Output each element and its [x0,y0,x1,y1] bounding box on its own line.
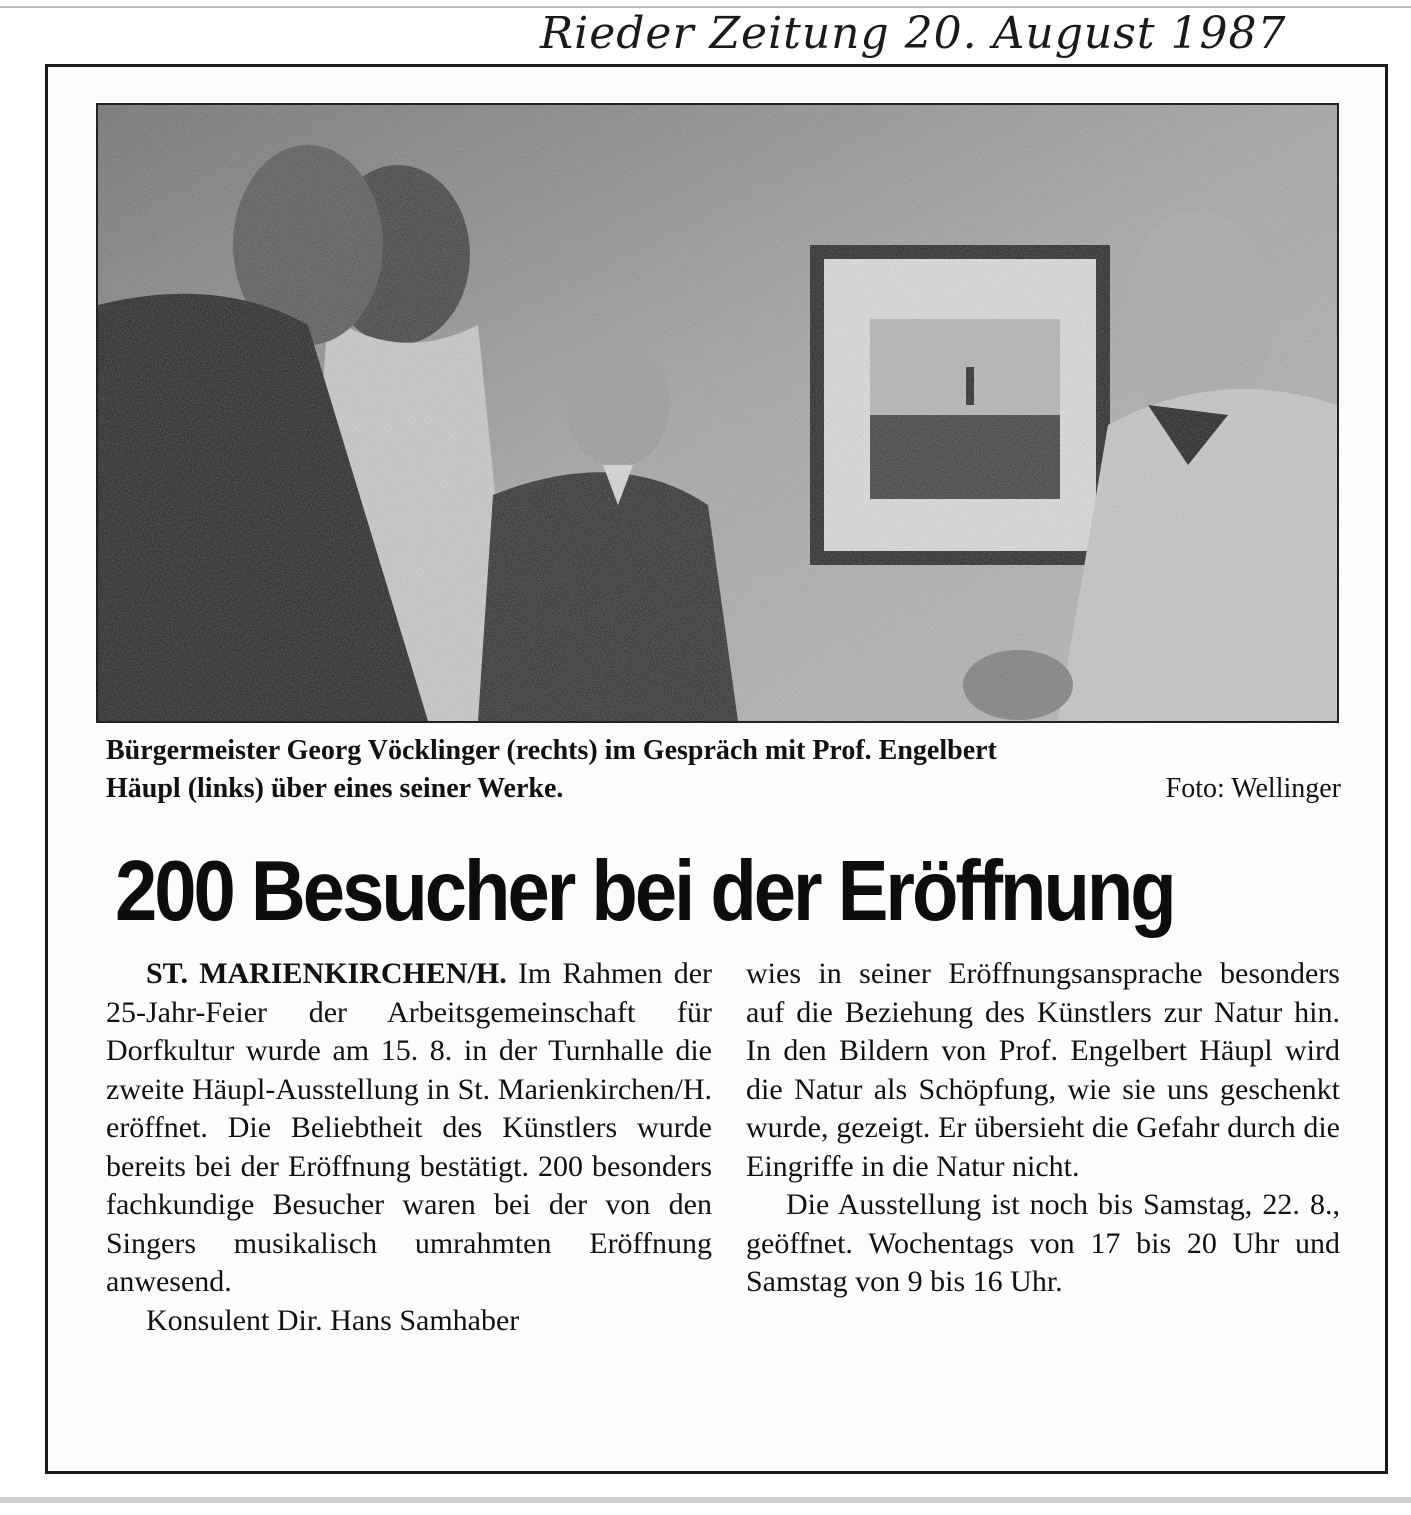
photo-caption-line-1: Bürgermeister Georg Vöcklinger (rechts) im Gespräch mit Prof. Engelbert [106,735,997,766]
article-photo [96,103,1339,723]
article-column-right [746,955,1340,1302]
paragraph-2-start-text: Konsulent Dir. Hans Samhaber [146,1303,520,1337]
photo-caption-line-2: Häupl (links) über eines seiner Werke. [106,773,564,804]
paragraph-2-start [106,1302,712,1341]
paragraph-1-text: Im Rahmen der 25-Jahr-Feier der Arbeitsgemeinschaft für Dorfkultur wurde am 15. 8. in der Turnhalle die zweite Häupl-Ausstellung in St. Marienkirchen/H. eröffnet. Die Beliebtheit des Künstlers wurde bereits bei der Eröffnung bestätigt. 200 besonders fachkundige Besucher waren bei der von den Singers musikalisch umrahmten Eröffnung anwesend. [106,957,713,1298]
article-column-left [106,955,712,1340]
photo-credit: Foto: Wellinger [1165,773,1341,804]
bottom-edge-rule [0,1497,1411,1503]
handwritten-source-note: Rieder Zeitung 20. August 1987 [540,8,1287,59]
photo-illustration [98,105,1337,721]
article-headline: 200 Besucher bei der Eröffnung [115,843,1174,939]
paragraph-2-continued: wies in seiner Eröffnungsansprache besonders auf die Beziehung des Künstlers zur Natur hin. In den Bildern von Prof. Engelbert Häupl wird die Natur als Schöpfung, wie sie uns geschenkt wurde, gezeigt. Er übersieht die Gefahr durch die Eingriffe in die Natur nicht. [746,957,1340,1183]
photo-caption [106,732,1342,808]
paragraph-3: Die Ausstellung ist noch bis Samstag, 22. 8., geöffnet. Wochentags von 17 bis 20 Uhr und Samstag von 9 bis 16 Uhr. [746,1188,1340,1298]
dateline: ST. MARIENKIRCHEN/H. [146,957,507,990]
paragraph-1 [106,955,712,1302]
